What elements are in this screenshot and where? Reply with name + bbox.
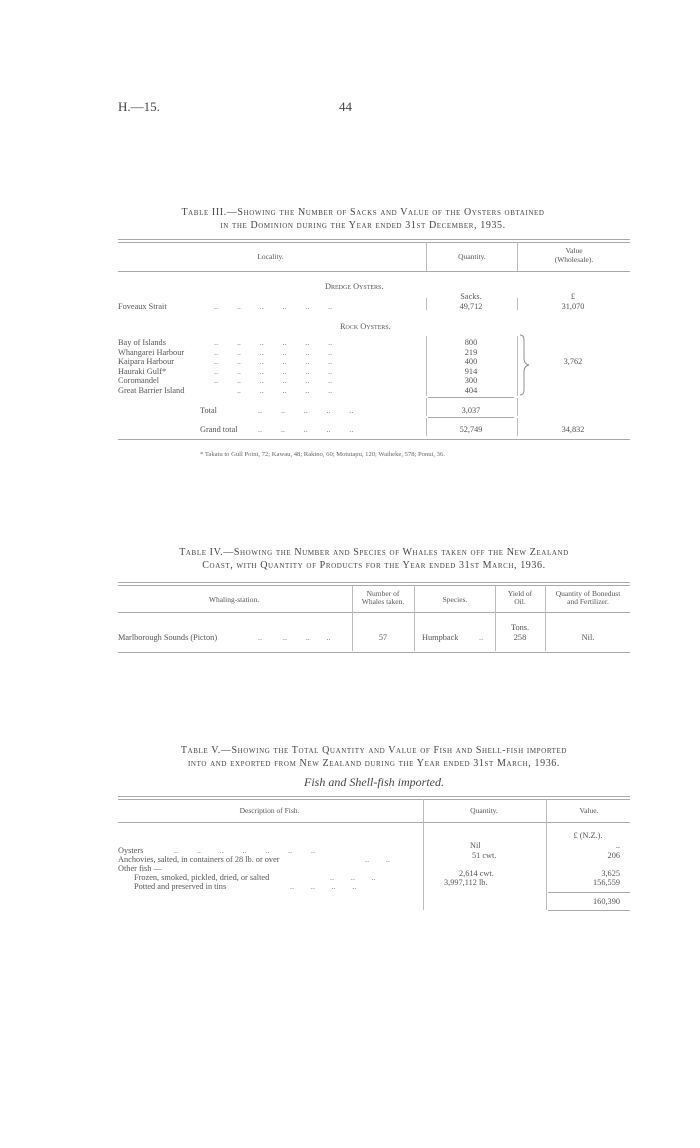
page-number: 44	[339, 99, 352, 114]
table-5-header-value: Value.	[579, 806, 599, 815]
table-5-row-1-description: Oysters	[118, 846, 144, 855]
table-4-species: Humpback	[422, 633, 459, 642]
table-5-header-quantity: Quantity.	[470, 806, 498, 815]
table-3-header-locality: Locality.	[257, 252, 284, 261]
table-3-total-quantity: 3,037	[461, 406, 481, 415]
table-3-rock-quantity-2: 219	[464, 347, 478, 357]
table-3-dredge-value: 31,070	[561, 302, 585, 311]
table-5-header-description: Description of Fish.	[239, 806, 300, 815]
table-4-header-whales-1: Number of	[366, 589, 400, 598]
table-3-grand-total-label: Grand total	[200, 425, 238, 434]
table-4-oil: 258	[513, 633, 527, 642]
table-3-rock-locality-2: Whangarei Harbour	[118, 347, 185, 357]
table-3-header-quantity: Quantity.	[458, 252, 486, 261]
table-3-rock-locality-3: Kaipara Harbour	[118, 357, 174, 366]
table-5-row-5-description: Potted and preserved in tins	[134, 882, 227, 891]
table-4-title-line-1: Table IV.—Showing the Number and Species of Whales taken off the New Zealand	[179, 547, 569, 558]
table-5-row-1-quantity: Nil	[470, 841, 481, 850]
table-3-rock-locality-5: Coromandel	[118, 376, 160, 385]
table-3-dredge-section: Dredge Oysters.	[325, 282, 384, 291]
table-3-dredge-locality: Foveaux Strait	[118, 302, 167, 311]
table-4-header-bonedust-1: Quantity of Bonedust	[555, 589, 621, 598]
table-4-header-bonedust-2: and Fertilizer.	[567, 597, 609, 606]
table-5-currency: £ (N.Z.).	[573, 831, 603, 840]
table-3-header-value-1: Value	[565, 246, 583, 255]
table-3-title-line-2: in the Dominion during the Year ended 31st December, 1935.	[220, 220, 506, 231]
table-3-grand-total-quantity: 52,749	[459, 425, 483, 434]
table-3-rock-value: 3,762	[563, 357, 583, 366]
table-5-row-4-quantity: 2,614 cwt.	[459, 869, 494, 878]
table-4-whales: 57	[378, 633, 388, 642]
table-5-row-5-quantity: 3,997,112 lb.	[444, 878, 488, 887]
table-3-rock-section: Rock Oysters.	[340, 322, 391, 331]
table-3-dredge-units: Sacks.	[460, 292, 482, 301]
table-4-header-whales-2: Whales taken.	[361, 597, 405, 606]
table-3-total-label: Total	[200, 406, 217, 415]
table-5-total-value: 160,390	[593, 897, 620, 906]
table-5-title-line-2: into and exported from New Zealand during the Year ended 31st March, 1936.	[187, 758, 561, 769]
table-5-row-5-value: 156,559	[593, 878, 620, 887]
table-5-row-4-value: 3,625	[601, 869, 620, 878]
table-4-station: Marlborough Sounds (Picton)	[118, 633, 218, 642]
table-5-row-4-description: Frozen, smoked, pickled, dried, or salted	[134, 873, 270, 882]
table-5-subtitle: Fish and Shell-fish imported.	[304, 775, 444, 789]
table-3-rock-quantity-6: 404	[464, 385, 478, 395]
table-5-row-3-description: Other fish —	[118, 864, 162, 873]
table-3-rock-quantity-1: 800	[464, 338, 478, 347]
table-3-rock-locality-4: Hauraki Gulf*	[118, 366, 167, 376]
table-4-title-line-2: Coast, with Quantity of Products for the Year ended 31st March, 1936.	[202, 560, 546, 571]
table-3-title-line-1: Table III.—Showing the Number of Sacks and Value of the Oysters obtained	[181, 207, 545, 218]
table-3-rock-quantity-5: 300	[464, 376, 478, 385]
table-5-row-2-quantity: 51 cwt.	[472, 851, 497, 860]
table-4-header-yield-1: Yield of	[507, 589, 533, 598]
table-5-row-2-value: 206	[607, 851, 620, 860]
page-ref: H.—15.	[118, 99, 160, 114]
table-5-row-2-description: Anchovies, salted, in containers of 28 lb. or over	[118, 855, 280, 864]
table-3-dredge-quantity: 49,712	[459, 302, 483, 311]
table-5-row-1-value: ..	[615, 841, 620, 850]
table-4-units-tons: Tons.	[510, 623, 530, 632]
table-3-footnote: * Takatu to Gull Point, 72; Kawau, 48; Rakino, 60; Motutapu, 120; Waiheke, 578; Ponui, 36.	[200, 451, 445, 458]
table-3-rock-locality-1: Bay of Islands	[118, 338, 166, 347]
table-4-header-species: Species.	[442, 595, 468, 604]
table-3-rock-quantity-3: 400	[464, 357, 478, 366]
table-3-dredge-currency: £	[570, 292, 576, 301]
table-4-header-yield-2: Oil.	[514, 597, 526, 606]
table-3-rock-quantity-4: 914	[464, 366, 478, 376]
table-4-header-station: Whaling-station.	[208, 595, 260, 604]
table-4-bonedust: Nil.	[581, 633, 595, 642]
table-3-header-value-2: (Wholesale).	[554, 255, 594, 264]
table-5-title-line-1: Table V.—Showing the Total Quantity and Value of Fish and Shell-fish imported	[180, 745, 568, 756]
table-3-grand-total-value: 34,832	[561, 425, 585, 434]
table-3-rock-locality-6: Great Barrier Island	[118, 385, 185, 395]
